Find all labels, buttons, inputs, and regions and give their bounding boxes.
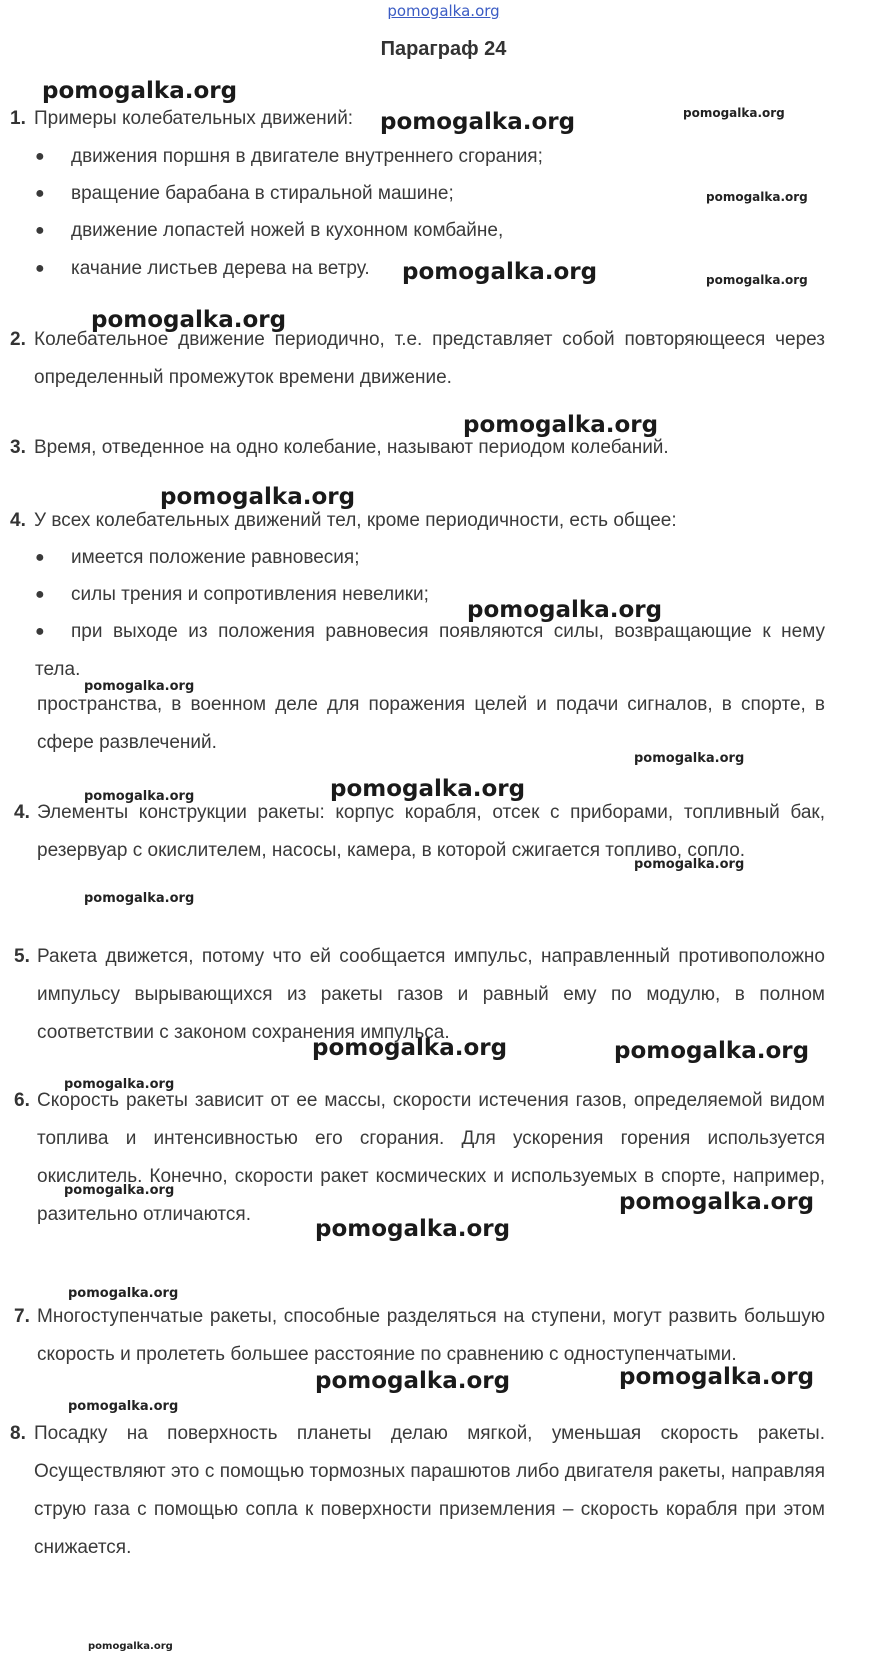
item-text: Многоступенчатые ракеты, способные разделяться на ступени, могут развить большую скорость и пролететь большее расстояние по сравнению с одноступенчатыми. xyxy=(37,1306,825,1365)
item-text: У всех колебательных движений тел, кроме периодичности, есть общее: xyxy=(34,510,677,531)
item-number: 4. xyxy=(10,510,26,531)
watermark: pomogalka.org xyxy=(467,597,663,623)
item-number: 7. xyxy=(14,1306,30,1327)
item-number: 6. xyxy=(14,1090,30,1111)
watermark: pomogalka.org xyxy=(706,190,808,204)
watermark: pomogalka.org xyxy=(84,891,195,906)
item-text: Элементы конструкции ракеты: корпус корабля, отсек с приборами, топливный бак, резервуар с окислителем, насосы, камера, в которой сжигается топливо, сопло. xyxy=(37,802,825,861)
item-number: 1. xyxy=(10,108,26,129)
watermark: pomogalka.org xyxy=(380,109,576,135)
list-item: при выходе из положения равновесия появляются силы, возвращающие к нему тела. xyxy=(35,621,825,680)
watermark: pomogalka.org xyxy=(315,1368,511,1394)
watermark: pomogalka.org xyxy=(84,679,195,694)
watermark: pomogalka.org xyxy=(42,78,238,104)
watermark: pomogalka.org xyxy=(402,259,598,285)
watermark: pomogalka.org xyxy=(634,751,745,766)
watermark: pomogalka.org xyxy=(634,857,745,872)
site-link[interactable]: pomogalka.org xyxy=(387,2,500,20)
list-item: движение лопастей ножей в кухонном комбайне, xyxy=(71,220,504,241)
list-item: имеется положение равновесия; xyxy=(71,547,360,568)
list-item: силы трения и сопротивления невелики; xyxy=(71,584,429,605)
item-text: Посадку на поверхность планеты делаю мягкой, уменьшая скорость ракеты. Осуществляют это с помощью тормозных парашютов либо двигателя ракеты, направляя струю газа с помощью сопла к поверхности приземления – скорость корабля при этом снижается. xyxy=(34,1423,825,1558)
watermark: pomogalka.org xyxy=(64,1077,175,1092)
watermark: pomogalka.org xyxy=(88,1641,173,1652)
bullet-icon: ● xyxy=(35,623,45,640)
item-text: Ракета движется, потому что ей сообщается импульс, направленный противоположно импульсу вырывающихся из ракеты газов и равный ему по модулю, в полном соответствии с законом сохранения импульса. xyxy=(37,946,825,1043)
watermark: pomogalka.org xyxy=(68,1399,179,1414)
watermark: pomogalka.org xyxy=(614,1038,810,1064)
paragraph-fragment: пространства, в военном деле для поражения целей и подачи сигналов, в спорте, в сфере развлечений. xyxy=(37,694,825,753)
list-item: вращение барабана в стиральной машине; xyxy=(71,183,454,204)
watermark: pomogalka.org xyxy=(683,106,785,120)
watermark: pomogalka.org xyxy=(619,1189,815,1215)
bullet-icon: ● xyxy=(35,222,45,239)
item-number: 8. xyxy=(10,1423,26,1444)
watermark: pomogalka.org xyxy=(312,1035,508,1061)
watermark: pomogalka.org xyxy=(315,1216,511,1242)
watermark: pomogalka.org xyxy=(706,273,808,287)
list-item: движения поршня в двигателе внутреннего сгорания; xyxy=(71,146,543,167)
watermark: pomogalka.org xyxy=(619,1364,815,1390)
watermark: pomogalka.org xyxy=(91,307,287,333)
item-number: 3. xyxy=(10,437,26,458)
watermark: pomogalka.org xyxy=(68,1286,179,1301)
item-text: Колебательное движение периодично, т.е. представляет собой повторяющееся через определенный промежуток времени движение. xyxy=(34,329,825,388)
bullet-icon: ● xyxy=(35,260,45,277)
bullet-icon: ● xyxy=(35,148,45,165)
item-text: Скорость ракеты зависит от ее массы, скорости истечения газов, определяемой видом топлива и интенсивностью его сгорания. Для ускорения горения используется окислитель. Конечно, скорости ракет космических и используемых в спорте, например, разительно отличаются. xyxy=(37,1090,825,1225)
page-title: Параграф 24 xyxy=(380,38,507,60)
watermark: pomogalka.org xyxy=(84,789,195,804)
watermark: pomogalka.org xyxy=(330,776,526,802)
watermark: pomogalka.org xyxy=(160,484,356,510)
watermark: pomogalka.org xyxy=(463,412,659,438)
bullet-icon: ● xyxy=(35,586,45,603)
watermark: pomogalka.org xyxy=(64,1183,175,1198)
item-text: Время, отведенное на одно колебание, называют периодом колебаний. xyxy=(34,437,669,458)
bullet-icon: ● xyxy=(35,185,45,202)
item-number: 4. xyxy=(14,802,30,823)
item-number: 5. xyxy=(14,946,30,967)
item-text: Примеры колебательных движений: xyxy=(34,108,354,129)
list-item: качание листьев дерева на ветру. xyxy=(71,258,370,279)
item-number: 2. xyxy=(10,329,26,350)
bullet-icon: ● xyxy=(35,549,45,566)
